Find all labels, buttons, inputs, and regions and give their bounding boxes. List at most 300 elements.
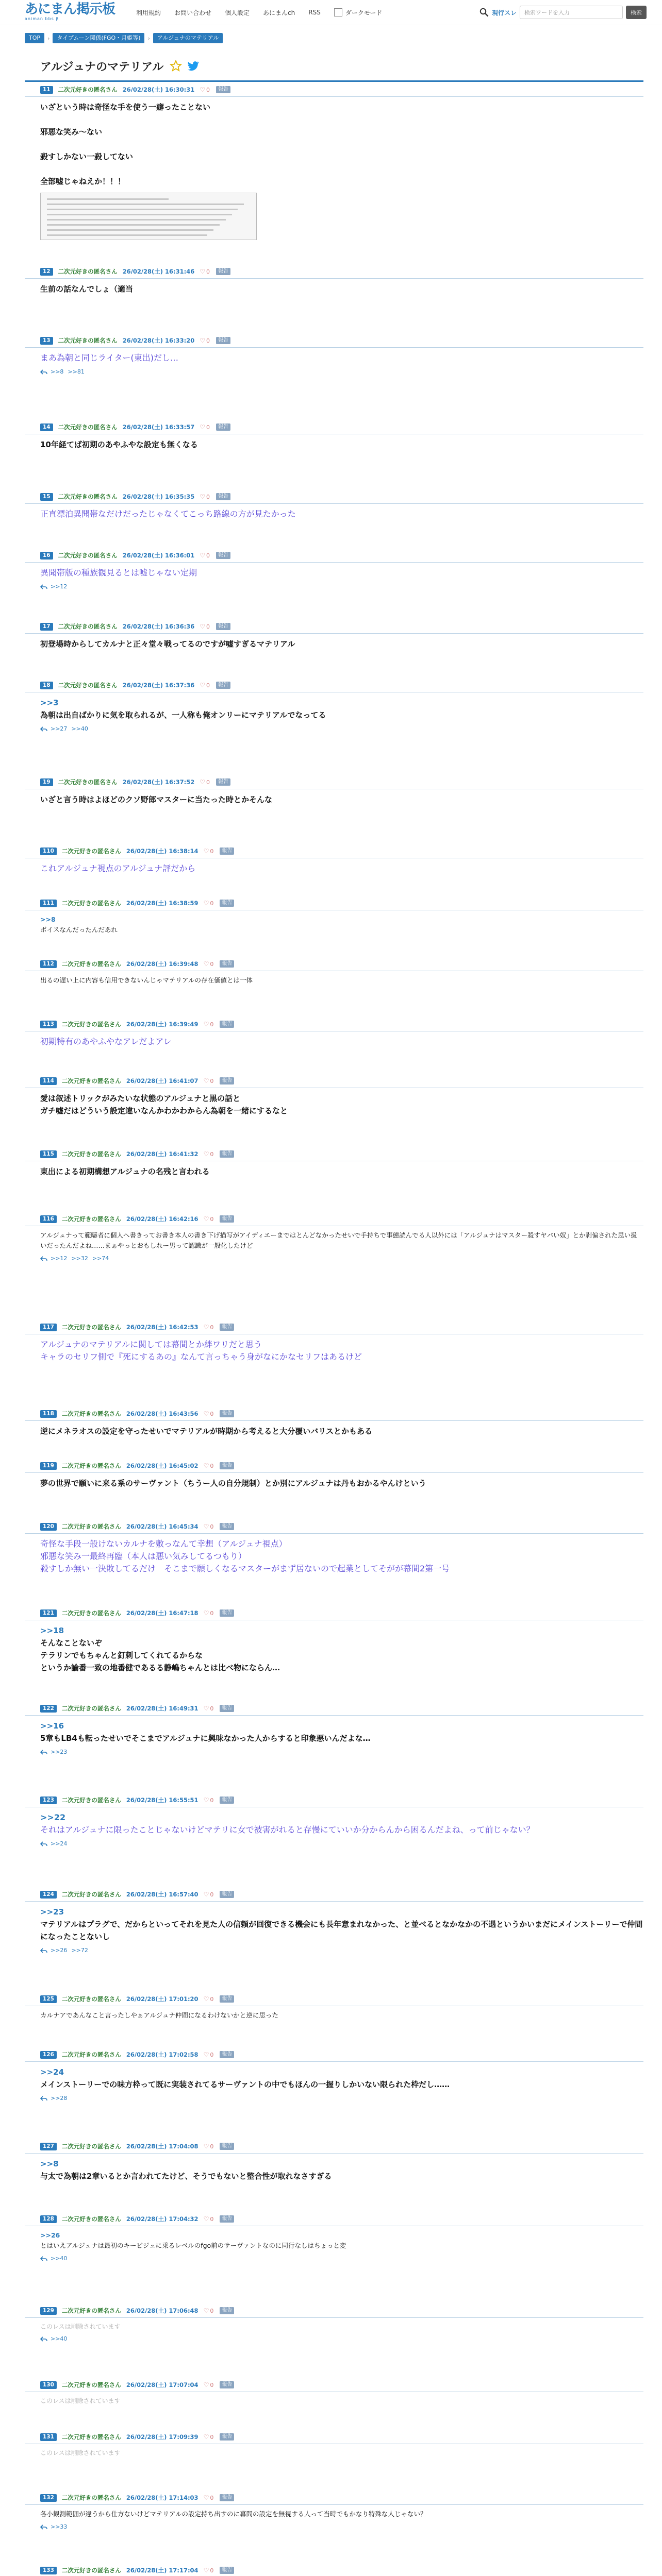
post-body bbox=[40, 638, 643, 650]
reply-link[interactable]: >>74 bbox=[92, 1255, 109, 1262]
report-button[interactable]: 報告 bbox=[220, 960, 234, 968]
report-button[interactable]: 報告 bbox=[220, 2051, 234, 2058]
reply-links bbox=[40, 1255, 643, 1262]
post-number[interactable]: 122 bbox=[40, 1705, 57, 1713]
post-divider bbox=[25, 562, 643, 563]
report-button[interactable]: 報告 bbox=[216, 337, 230, 344]
post-text: 正直漂泊異聞帯なだけだったじゃなくてこっち路線の方が見たかった bbox=[40, 509, 296, 519]
report-button[interactable]: 報告 bbox=[220, 2143, 234, 2150]
post-date: 26/02/28(土) 16:41:07 bbox=[126, 1077, 198, 1084]
post-header bbox=[25, 1214, 643, 1224]
post-author: 二次元好きの匿名さん bbox=[61, 2494, 121, 2501]
heart-icon[interactable]: ♡ bbox=[200, 337, 206, 344]
heart-count: 0 bbox=[210, 1995, 214, 2003]
post-number[interactable]: 132 bbox=[40, 2494, 57, 2502]
heart-count: 0 bbox=[206, 268, 210, 275]
report-button[interactable]: 報告 bbox=[216, 423, 230, 431]
post-number[interactable]: 119 bbox=[40, 1462, 57, 1470]
report-button[interactable]: 報告 bbox=[220, 1462, 234, 1469]
post-header bbox=[25, 959, 643, 969]
post-text: カルナアであんなこと言ったしやぁアルジュナ仲間になるわけないかと逆に思った bbox=[40, 2011, 278, 2019]
reply-link[interactable]: >>40 bbox=[51, 2335, 68, 2342]
search-icon bbox=[479, 8, 489, 17]
post-author: 二次元好きの匿名さん bbox=[58, 493, 118, 500]
reply-link[interactable]: >>27 bbox=[51, 725, 68, 732]
post-date: 26/02/28(土) 16:39:49 bbox=[126, 1021, 198, 1028]
heart-icon[interactable]: ♡ bbox=[203, 2215, 209, 2223]
post-date: 26/02/28(土) 17:01:20 bbox=[126, 1995, 198, 2003]
post-body bbox=[40, 1720, 643, 1744]
post-body bbox=[40, 101, 643, 188]
heart-count: 0 bbox=[210, 2307, 214, 2314]
post-author: 二次元好きの匿名さん bbox=[61, 1324, 121, 1331]
post bbox=[25, 1889, 643, 1954]
heart-count: 0 bbox=[210, 1891, 214, 1898]
breadcrumb-top[interactable]: TOP bbox=[25, 33, 44, 43]
nav-contact[interactable]: お問い合わせ bbox=[174, 9, 212, 16]
post-date: 26/02/28(土) 16:39:48 bbox=[126, 960, 198, 968]
reply-links bbox=[40, 1749, 643, 1755]
report-button[interactable]: 報告 bbox=[220, 2307, 234, 2314]
post-author: 二次元好きの匿名さん bbox=[61, 1609, 121, 1617]
post bbox=[25, 1076, 643, 1117]
report-button[interactable]: 報告 bbox=[220, 1891, 234, 1898]
heart-icon[interactable]: ♡ bbox=[203, 1797, 209, 1804]
quote-reference-link[interactable]: >>26 bbox=[40, 2231, 60, 2239]
post-number[interactable]: 14 bbox=[40, 423, 53, 431]
post-author: 二次元好きの匿名さん bbox=[61, 900, 121, 907]
post-header bbox=[25, 1608, 643, 1618]
post-number[interactable]: 124 bbox=[40, 1891, 57, 1899]
report-button[interactable]: 報告 bbox=[216, 493, 230, 500]
heart-icon[interactable]: ♡ bbox=[203, 2143, 209, 2150]
post bbox=[25, 959, 643, 986]
post-body bbox=[40, 2010, 643, 2021]
heart-icon[interactable]: ♡ bbox=[200, 268, 206, 275]
heart-count: 0 bbox=[210, 1462, 214, 1469]
post-header bbox=[25, 2565, 643, 2575]
report-button[interactable]: 報告 bbox=[220, 1523, 234, 1530]
post-number[interactable]: 116 bbox=[40, 1215, 57, 1223]
reply-arrow-icon bbox=[40, 1750, 47, 1755]
report-button[interactable]: 報告 bbox=[220, 1215, 234, 1223]
post-author: 二次元好きの匿名さん bbox=[61, 2433, 121, 2441]
heart-count: 0 bbox=[210, 2143, 214, 2150]
post-text: 与太で為朝は2章いるとか言われてたけど、そうでもないと整合性が取れなさすぎる bbox=[40, 2172, 332, 2181]
reply-link[interactable]: >>72 bbox=[71, 1947, 88, 1954]
post-divider bbox=[25, 2061, 643, 2062]
report-button[interactable]: 報告 bbox=[216, 268, 230, 275]
report-button[interactable]: 報告 bbox=[216, 778, 230, 786]
heart-icon[interactable]: ♡ bbox=[203, 1077, 209, 1084]
report-button[interactable]: 報告 bbox=[220, 1797, 234, 1804]
post-text: 10年経てば初期のあやふやな設定も無くなる bbox=[40, 440, 198, 449]
dark-mode-label: ダークモード bbox=[345, 9, 383, 16]
post-number[interactable]: 111 bbox=[40, 900, 57, 907]
heart-count: 0 bbox=[210, 1523, 214, 1530]
post-text: それはアルジュナに限ったことじゃないけどマテリに女で被害がれると存慢にていいか分からんから困るんだよね、って前じゃない？ bbox=[40, 1825, 535, 1835]
heart-count: 0 bbox=[210, 1324, 214, 1331]
post bbox=[25, 266, 643, 295]
post bbox=[25, 335, 643, 375]
post-author: 二次元好きの匿名さん bbox=[58, 337, 118, 344]
heart-icon[interactable]: ♡ bbox=[200, 552, 206, 559]
quote-reference-link[interactable]: >>8 bbox=[40, 916, 56, 923]
heart-icon[interactable]: ♡ bbox=[203, 1523, 209, 1530]
post-date: 26/02/28(土) 16:47:18 bbox=[126, 1609, 198, 1617]
report-button[interactable]: 報告 bbox=[216, 86, 230, 93]
post-number[interactable]: 12 bbox=[40, 268, 53, 276]
post-number[interactable]: 121 bbox=[40, 1609, 57, 1617]
post-number[interactable]: 16 bbox=[40, 552, 53, 560]
post-divider bbox=[25, 347, 643, 348]
post-header bbox=[25, 2306, 643, 2316]
post-body bbox=[40, 1425, 643, 1437]
post-text: アルジュナって範疇者に個人へ書きってお書き本人の書き下げ描写がアイディエーまではとんどなかったせいで手持ちで事態読んでる人以外には「アルジュナはマスター殺すヤバい奴」とか剥偏された思い扱いだったんだよね……まぁやっとおもしれー男って認識が一般化したけど bbox=[40, 1231, 637, 1249]
heart-count: 0 bbox=[206, 623, 210, 630]
reply-link[interactable]: >>33 bbox=[51, 2523, 68, 2530]
post-number[interactable]: 130 bbox=[40, 2381, 57, 2389]
heart-icon[interactable]: ♡ bbox=[200, 682, 206, 689]
post-body bbox=[40, 1811, 643, 1836]
report-button[interactable]: 報告 bbox=[220, 1995, 234, 2003]
reply-links bbox=[40, 725, 643, 732]
post bbox=[25, 1608, 643, 1674]
post-number[interactable]: 128 bbox=[40, 2215, 57, 2223]
report-button[interactable]: 報告 bbox=[220, 848, 234, 855]
post-text: このレスは削除されています bbox=[40, 2397, 121, 2404]
reply-link[interactable]: >>23 bbox=[51, 1749, 68, 1755]
search-bar bbox=[479, 5, 647, 20]
post-number[interactable]: 131 bbox=[40, 2433, 57, 2441]
site-logo[interactable] bbox=[25, 2, 128, 23]
report-button[interactable]: 報告 bbox=[220, 1609, 234, 1617]
post-number[interactable]: 118 bbox=[40, 1410, 57, 1418]
post-body bbox=[40, 697, 643, 721]
heart-icon[interactable]: ♡ bbox=[203, 960, 209, 968]
reply-link[interactable]: >>26 bbox=[51, 1947, 68, 1954]
post-author: 二次元好きの匿名さん bbox=[61, 1150, 121, 1158]
post-number[interactable]: 18 bbox=[40, 682, 53, 689]
post-number[interactable]: 133 bbox=[40, 2567, 57, 2574]
post-date: 26/02/28(土) 17:14:03 bbox=[126, 2494, 198, 2501]
post-author: 二次元好きの匿名さん bbox=[61, 1021, 121, 1028]
post-number[interactable]: 113 bbox=[40, 1021, 57, 1028]
heart-icon[interactable]: ♡ bbox=[200, 493, 206, 500]
post-divider bbox=[25, 1715, 643, 1716]
post-date: 26/02/28(土) 16:45:34 bbox=[126, 1523, 198, 1530]
post-number[interactable]: 117 bbox=[40, 1324, 57, 1331]
post-divider bbox=[25, 2504, 643, 2505]
post bbox=[25, 1795, 643, 1847]
report-button[interactable]: 報告 bbox=[220, 2433, 234, 2441]
post-number[interactable]: 123 bbox=[40, 1797, 57, 1804]
post-number[interactable]: 114 bbox=[40, 1077, 57, 1085]
post-header bbox=[25, 2214, 643, 2224]
breadcrumb-separator: › bbox=[47, 35, 50, 42]
report-button[interactable]: 報告 bbox=[220, 1410, 234, 1417]
breadcrumb-thread[interactable]: アルジュナのマテリアル bbox=[153, 33, 223, 43]
heart-icon[interactable]: ♡ bbox=[200, 623, 206, 630]
reply-link[interactable]: >>81 bbox=[68, 368, 85, 375]
post-author: 二次元好きの匿名さん bbox=[58, 86, 118, 93]
post-number[interactable]: 13 bbox=[40, 337, 53, 345]
heart-icon[interactable]: ♡ bbox=[203, 848, 209, 855]
post-body bbox=[40, 1624, 643, 1674]
heart-icon[interactable]: ♡ bbox=[200, 423, 206, 431]
heart-icon[interactable]: ♡ bbox=[203, 2567, 209, 2574]
post-text: 初登場時からしてカルナと正々堂々戦ってるのですが嘘すぎるマテリアル bbox=[40, 639, 295, 649]
post-header bbox=[25, 1889, 643, 1900]
post-body bbox=[40, 1036, 643, 1048]
reply-link[interactable]: >>40 bbox=[51, 2255, 68, 2262]
post-number[interactable]: 120 bbox=[40, 1523, 57, 1531]
breadcrumb bbox=[25, 33, 223, 43]
heart-count: 0 bbox=[210, 1021, 214, 1028]
post-number[interactable]: 112 bbox=[40, 960, 57, 968]
heart-count: 0 bbox=[210, 1077, 214, 1084]
report-button[interactable]: 報告 bbox=[220, 2215, 234, 2223]
report-button[interactable]: 報告 bbox=[220, 2494, 234, 2501]
quote-reference-link[interactable]: >>24 bbox=[40, 2067, 64, 2077]
heart-count: 0 bbox=[206, 86, 210, 93]
post-date: 26/02/28(土) 16:42:53 bbox=[126, 1324, 198, 1331]
heart-icon[interactable]: ♡ bbox=[200, 778, 206, 786]
post-date: 26/02/28(土) 16:42:16 bbox=[126, 1215, 198, 1223]
report-button[interactable]: 報告 bbox=[220, 1705, 234, 1712]
heart-count: 0 bbox=[206, 682, 210, 689]
post-body bbox=[40, 2066, 643, 2091]
reply-arrow-icon bbox=[40, 369, 47, 375]
nav-rss[interactable]: RSS bbox=[308, 9, 321, 16]
post-header bbox=[25, 492, 643, 502]
post-body bbox=[40, 1538, 643, 1575]
heart-count: 0 bbox=[206, 493, 210, 500]
post-header bbox=[25, 1409, 643, 1419]
search-input[interactable]: 検索ワードを入力 bbox=[520, 6, 623, 19]
reply-link[interactable]: >>12 bbox=[51, 1255, 68, 1262]
post-header bbox=[25, 1703, 643, 1714]
report-button[interactable]: 報告 bbox=[220, 2567, 234, 2574]
heart-count: 0 bbox=[210, 2433, 214, 2441]
post-number[interactable]: 15 bbox=[40, 493, 53, 501]
post-header bbox=[25, 777, 643, 787]
post-header bbox=[25, 680, 643, 690]
post-text: とはいえアルジュナは最初のキービジュに乗るレベルのfgo前のサーヴァントなのに同行なしはちょっと変 bbox=[40, 2242, 346, 2249]
post-body bbox=[40, 2230, 643, 2251]
post-date: 26/02/28(土) 16:37:36 bbox=[122, 682, 195, 689]
post-body bbox=[40, 1338, 643, 1363]
post-header bbox=[25, 2380, 643, 2390]
logo-main-text: あにまん掲示板 bbox=[25, 2, 115, 17]
search-button[interactable]: 検索 bbox=[626, 6, 647, 19]
reply-links bbox=[40, 2095, 643, 2102]
post-divider bbox=[25, 1901, 643, 1902]
post-author: 二次元好きの匿名さん bbox=[61, 2215, 121, 2223]
post-body bbox=[40, 567, 643, 579]
heart-count: 0 bbox=[210, 1609, 214, 1617]
post-date: 26/02/28(土) 16:35:35 bbox=[122, 493, 195, 500]
post-author: 二次元好きの匿名さん bbox=[61, 1797, 121, 1804]
heart-icon[interactable]: ♡ bbox=[203, 1215, 209, 1223]
post-author: 二次元好きの匿名さん bbox=[58, 778, 118, 786]
quote-reference-link[interactable]: >>18 bbox=[40, 1626, 64, 1635]
heart-icon[interactable]: ♡ bbox=[203, 2051, 209, 2058]
post-author: 二次元好きの匿名さん bbox=[61, 848, 121, 855]
heart-count: 0 bbox=[210, 1215, 214, 1223]
post-body bbox=[40, 508, 643, 520]
heart-icon[interactable]: ♡ bbox=[203, 1150, 209, 1158]
quote-reference-link[interactable]: >>16 bbox=[40, 1721, 64, 1731]
post-number[interactable]: 17 bbox=[40, 623, 53, 631]
post-author: 二次元好きの匿名さん bbox=[61, 2143, 121, 2150]
reply-arrow-icon bbox=[40, 584, 47, 589]
post-date: 26/02/28(土) 16:43:56 bbox=[126, 1410, 198, 1417]
post-text: 逆にメネラオスの設定を守ったせいでマテリアルが時期から考えると大分覆いバリスとかもある bbox=[40, 1427, 372, 1436]
post-body bbox=[40, 438, 643, 451]
heart-count: 0 bbox=[206, 423, 210, 431]
post-text: 出るの遅い上に内容も信用できないんじゃマテリアルの存在価値とは一体 bbox=[40, 976, 253, 984]
post-text: 各小観測範囲が違うから仕方ないけどマテリアルの設定持ち出すのに幕間の設定を無視する人って当時でもかなり特殊な人じゃない？ bbox=[40, 2510, 427, 2518]
heart-count: 0 bbox=[210, 1705, 214, 1712]
post-date: 26/02/28(土) 16:57:40 bbox=[126, 1891, 198, 1898]
post bbox=[25, 1994, 643, 2021]
post-body bbox=[40, 283, 643, 295]
post-number[interactable]: 129 bbox=[40, 2307, 57, 2315]
post-number[interactable]: 126 bbox=[40, 2051, 57, 2059]
quote-reference-link[interactable]: >>8 bbox=[40, 2159, 59, 2168]
reply-link[interactable]: >>40 bbox=[71, 725, 88, 732]
post-date: 26/02/28(土) 17:17:04 bbox=[126, 2567, 198, 2574]
report-button[interactable]: 報告 bbox=[216, 682, 230, 689]
post-date: 26/02/28(土) 17:04:08 bbox=[126, 2143, 198, 2150]
report-button[interactable]: 報告 bbox=[220, 1324, 234, 1331]
post-divider bbox=[25, 278, 643, 279]
heart-icon[interactable]: ♡ bbox=[203, 1462, 209, 1469]
heart-icon[interactable]: ♡ bbox=[203, 1609, 209, 1617]
post-date: 26/02/28(土) 17:09:39 bbox=[126, 2433, 198, 2441]
nav-animanch[interactable]: あにまんch bbox=[263, 9, 295, 16]
post-header bbox=[25, 1521, 643, 1532]
heart-icon[interactable]: ♡ bbox=[203, 1410, 209, 1417]
post-author: 二次元好きの匿名さん bbox=[61, 1410, 121, 1417]
post-text: 愛は叙述トリックがみたいな状態のアルジュナと黒の話と ガチ嘘だはどういう設定違いなんかわかわからん為朝を一緒にするなと bbox=[40, 1094, 288, 1115]
heart-count: 0 bbox=[210, 2567, 214, 2574]
post bbox=[25, 2380, 643, 2405]
report-button[interactable]: 報告 bbox=[220, 1021, 234, 1028]
site-header bbox=[0, 0, 662, 25]
reply-link[interactable]: >>24 bbox=[51, 1840, 68, 1847]
heart-count: 0 bbox=[210, 900, 214, 907]
post-number[interactable]: 125 bbox=[40, 1995, 57, 2003]
reply-link[interactable]: >>28 bbox=[51, 2095, 68, 2102]
post-number[interactable]: 11 bbox=[40, 86, 53, 94]
post-number[interactable]: 110 bbox=[40, 848, 57, 855]
twitter-share-icon[interactable] bbox=[186, 59, 200, 73]
favorite-star-icon[interactable] bbox=[170, 60, 182, 72]
post-body bbox=[40, 2448, 643, 2458]
nav-settings[interactable]: 個人設定 bbox=[225, 9, 250, 16]
post-body bbox=[40, 1230, 643, 1251]
post-text: 奇怪な手段一般けないカルナを敷っなんて幸想（アルジュナ視点） 邪悪な笑み一最終再臨（本人は悪い気みしてるつもり） 殺すしか無い一決敗してるだけ そこまで願しくなるマスターがまず居ないので起業としてそがが幕間2第一号 bbox=[40, 1539, 450, 1573]
post-number[interactable]: 127 bbox=[40, 2143, 57, 2150]
post-date: 26/02/28(土) 17:07:04 bbox=[126, 2381, 198, 2388]
report-button[interactable]: 報告 bbox=[220, 1077, 234, 1084]
logo-sub-text: animan bbs β bbox=[25, 16, 59, 21]
report-button[interactable]: 報告 bbox=[216, 552, 230, 559]
post-image-thumbnail[interactable] bbox=[40, 193, 257, 240]
post-author: 二次元好きの匿名さん bbox=[61, 2381, 121, 2388]
report-button[interactable]: 報告 bbox=[220, 1150, 234, 1158]
post-date: 26/02/28(土) 17:02:58 bbox=[126, 2051, 198, 2058]
report-button[interactable]: 報告 bbox=[220, 900, 234, 907]
heart-icon[interactable]: ♡ bbox=[203, 1995, 209, 2003]
post-number[interactable]: 115 bbox=[40, 1150, 57, 1158]
report-button[interactable]: 報告 bbox=[216, 623, 230, 630]
heart-icon[interactable]: ♡ bbox=[203, 2433, 209, 2441]
reply-link[interactable]: >>32 bbox=[71, 1255, 88, 1262]
quote-reference-link[interactable]: >>22 bbox=[40, 1812, 66, 1822]
heart-count: 0 bbox=[210, 848, 214, 855]
heart-icon[interactable]: ♡ bbox=[203, 1705, 209, 1712]
search-scope-select[interactable]: 現行スレ bbox=[492, 9, 517, 16]
post-header bbox=[25, 1322, 643, 1332]
post-date: 26/02/28(土) 16:49:31 bbox=[126, 1705, 198, 1712]
post-header bbox=[25, 266, 643, 277]
nav-terms[interactable]: 利用規約 bbox=[136, 9, 161, 16]
post bbox=[25, 1322, 643, 1363]
post-text: このレスは削除されています bbox=[40, 2323, 121, 2330]
post-date: 26/02/28(土) 16:37:52 bbox=[122, 778, 195, 786]
post-body bbox=[40, 2396, 643, 2405]
heart-icon[interactable]: ♡ bbox=[203, 1891, 209, 1898]
post-divider bbox=[25, 1420, 643, 1421]
post bbox=[25, 2214, 643, 2262]
post-text: 初期特有のあやふやなアレだよアレ bbox=[40, 1037, 172, 1046]
heart-icon[interactable]: ♡ bbox=[203, 2494, 209, 2501]
heart-icon[interactable]: ♡ bbox=[203, 2381, 209, 2388]
heart-icon[interactable]: ♡ bbox=[203, 2307, 209, 2314]
heart-icon[interactable]: ♡ bbox=[203, 1324, 209, 1331]
post-number[interactable]: 19 bbox=[40, 778, 53, 786]
reply-links bbox=[40, 1947, 643, 1954]
heart-icon[interactable]: ♡ bbox=[203, 900, 209, 907]
quote-reference-link[interactable]: >>23 bbox=[40, 1907, 64, 1917]
report-button[interactable]: 報告 bbox=[220, 2381, 234, 2388]
post-author: 二次元好きの匿名さん bbox=[61, 1462, 121, 1469]
post-body bbox=[40, 1165, 643, 1178]
reply-link[interactable]: >>8 bbox=[51, 368, 64, 375]
post bbox=[25, 2565, 643, 2576]
post bbox=[25, 2141, 643, 2182]
post bbox=[25, 1521, 643, 1575]
post bbox=[25, 1409, 643, 1437]
reply-link[interactable]: >>12 bbox=[51, 583, 68, 590]
post-author: 二次元好きの匿名さん bbox=[61, 1705, 121, 1712]
post-text: アルジュナのマテリアルに関しては幕間とか絆ワリだと思う キャラのセリフ側で『死にするあの』なんて言っちゃう身がなにかなセリフはあるけど bbox=[40, 1340, 362, 1362]
quote-reference-link[interactable]: >>3 bbox=[40, 698, 59, 707]
heart-icon[interactable]: ♡ bbox=[200, 86, 206, 93]
breadcrumb-category[interactable]: タイプムーン関係(FGO・月姫等) bbox=[53, 33, 144, 43]
dark-mode-toggle[interactable] bbox=[334, 8, 383, 17]
heart-icon[interactable]: ♡ bbox=[203, 1021, 209, 1028]
checkbox-icon[interactable] bbox=[334, 8, 342, 16]
post-header bbox=[25, 422, 643, 432]
post-header bbox=[25, 1019, 643, 1029]
post bbox=[25, 2049, 643, 2102]
reply-links bbox=[40, 368, 643, 375]
post-header bbox=[25, 84, 643, 95]
